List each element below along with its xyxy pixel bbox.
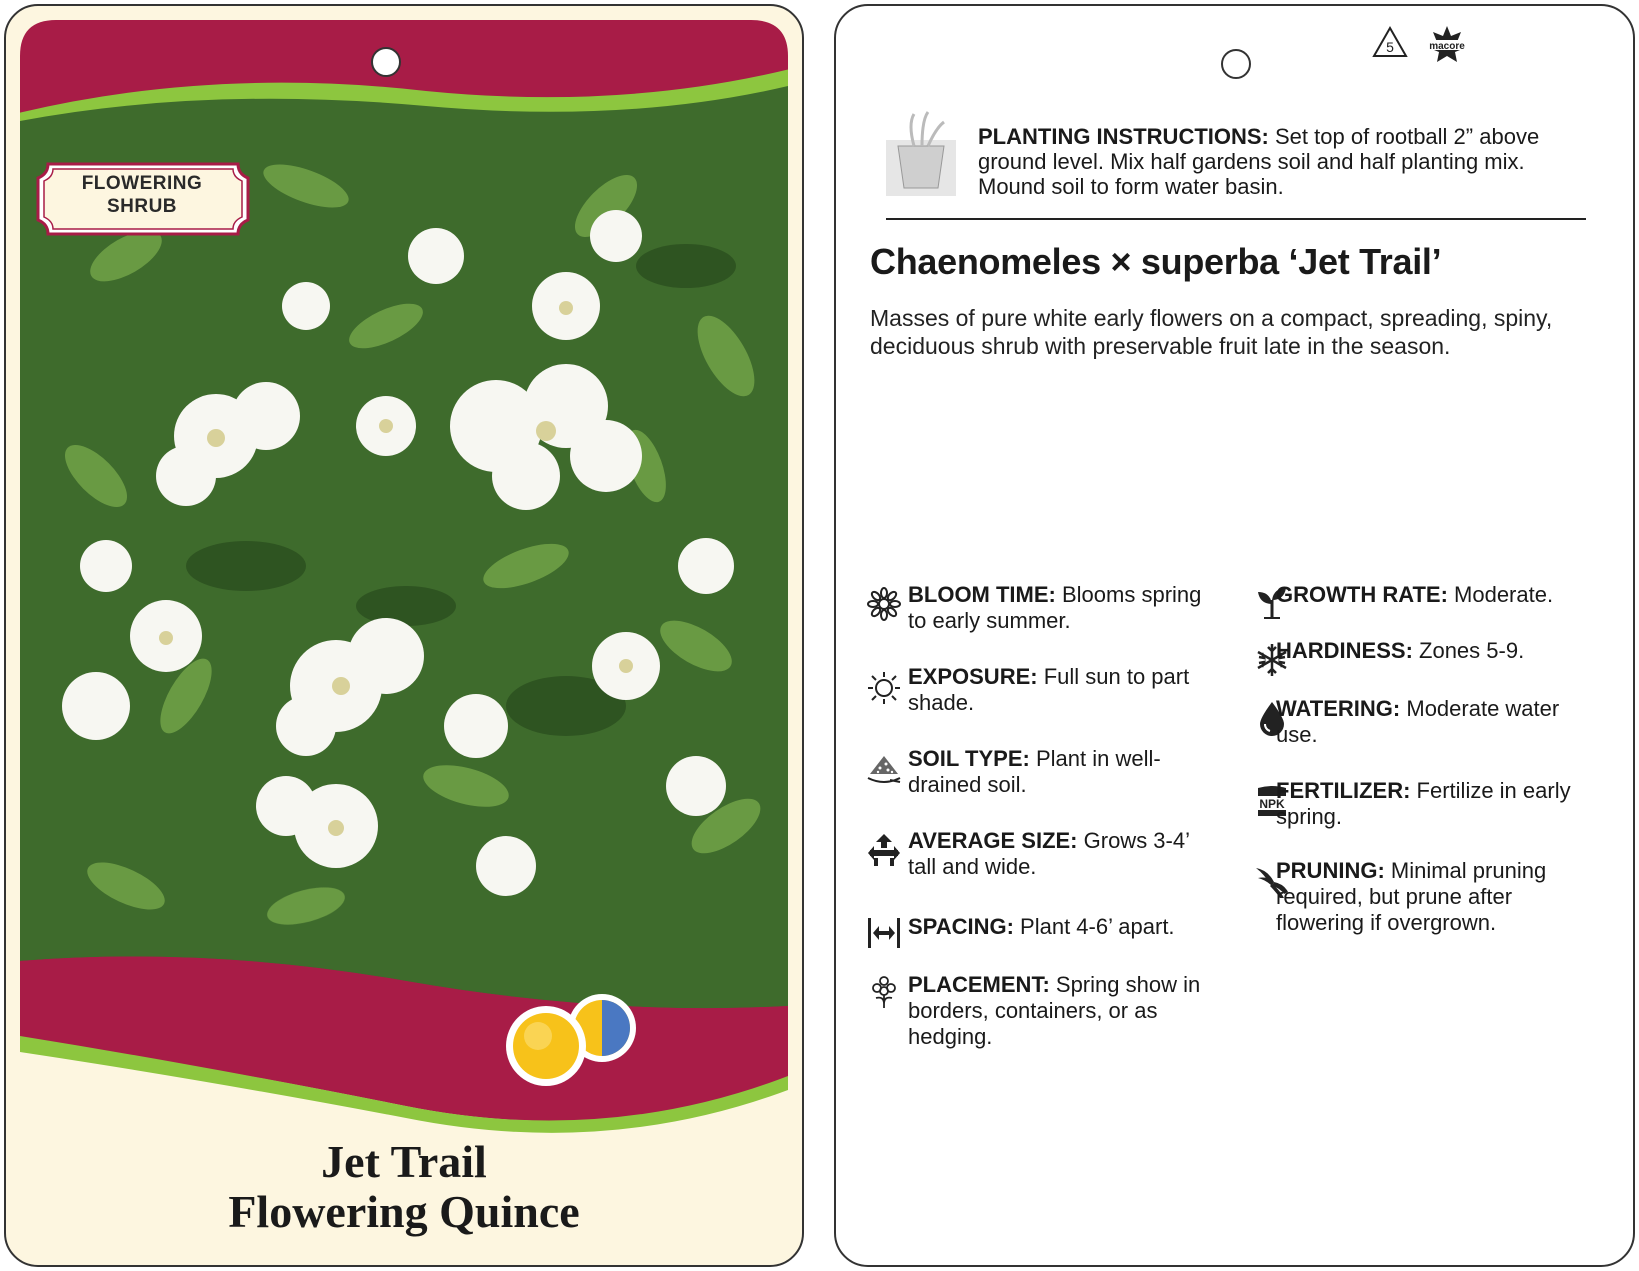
planting-text: Set top of rootball 2” above ground level. Mix half gardens soil and half planting mix. Mound soil to form water basin. [978, 124, 1540, 199]
bloom-time-label: BLOOM TIME: [908, 582, 1056, 607]
watering-label: WATERING: [1276, 696, 1401, 721]
pruning-value: Minimal pruning required, but prune after flowering if overgrown. [1276, 858, 1547, 935]
size-icon [866, 832, 902, 868]
spacing-value: Plant 4-6’ apart. [1013, 914, 1175, 939]
svg-text:5: 5 [1386, 39, 1394, 55]
average-size-label: AVERAGE SIZE: [908, 828, 1078, 853]
hardiness-attribute [1276, 638, 1586, 664]
soil-type-label: SOIL TYPE: [908, 746, 1030, 771]
fertilizer-value: Fertilize in early spring. [1276, 778, 1571, 829]
bloom-time-attribute [908, 582, 1208, 634]
pruning-label: PRUNING: [1276, 858, 1385, 883]
back-tag [834, 4, 1635, 1267]
planting-label: PLANTING INSTRUCTIONS: [978, 124, 1269, 149]
pruning-attribute [1276, 858, 1586, 936]
category-badge [37, 172, 247, 218]
common-name-line-2: Flowering Quince [228, 1186, 580, 1237]
hang-hole [372, 48, 400, 76]
hardiness-value: Zones 5-9. [1412, 638, 1525, 663]
watering-attribute [1276, 696, 1586, 748]
planting-pot-icon [886, 112, 956, 196]
divider [886, 218, 1586, 220]
growth-rate-label: GROWTH RATE: [1276, 582, 1448, 607]
placement-label: PLACEMENT: [908, 972, 1050, 997]
hang-hole [1222, 50, 1250, 78]
common-name-line-1: Jet Trail [321, 1136, 487, 1187]
placement-icon [866, 974, 902, 1010]
recycle-icon [1374, 28, 1406, 56]
average-size-value: Grows 3-4’ tall and wide. [908, 828, 1190, 879]
flower-icon [866, 586, 902, 622]
spacing-icon [866, 914, 902, 950]
watering-value: Moderate water use. [1276, 696, 1560, 747]
soil-type-value: Plant in well-drained soil. [908, 746, 1161, 797]
exposure-attribute [908, 664, 1208, 716]
placement-attribute [908, 972, 1208, 1050]
hardiness-label: HARDINESS: [1276, 638, 1413, 663]
growth-rate-value: Moderate. [1447, 582, 1554, 607]
soil-type-attribute [908, 746, 1208, 798]
spacing-attribute [908, 914, 1208, 940]
svg-text:macore: macore [1429, 41, 1465, 52]
exposure-label: EXPOSURE: [908, 664, 1038, 689]
front-tag [4, 4, 804, 1267]
brand-logo [1429, 26, 1465, 62]
full-sun-icon [506, 1006, 586, 1086]
badge-line-1: FLOWERING [81, 173, 203, 194]
fertilizer-label: FERTILIZER: [1276, 778, 1411, 803]
average-size-attribute [908, 828, 1208, 880]
plant-description: Masses of pure white early flowers on a compact, spreading, spiny, deciduous shrub with preservable fruit late in the season. [870, 305, 1553, 359]
placement-value: Spring show in borders, containers, or as hedging. [908, 972, 1201, 1049]
soil-icon [866, 750, 902, 786]
badge-line-2: SHRUB [106, 196, 178, 217]
growth-rate-attribute [1276, 582, 1586, 608]
spacing-label: SPACING: [908, 914, 1014, 939]
fertilizer-attribute [1276, 778, 1586, 830]
sun-icon [866, 670, 902, 706]
planting-instructions [978, 124, 1598, 199]
botanical-name: Chaenomeles × superba ‘Jet Trail’ [870, 241, 1442, 282]
exposure-value: Full sun to part shade. [908, 664, 1190, 715]
fertilizer-icon-label: NPK [1259, 797, 1285, 811]
bloom-time-value: Blooms spring to early summer. [908, 582, 1202, 633]
